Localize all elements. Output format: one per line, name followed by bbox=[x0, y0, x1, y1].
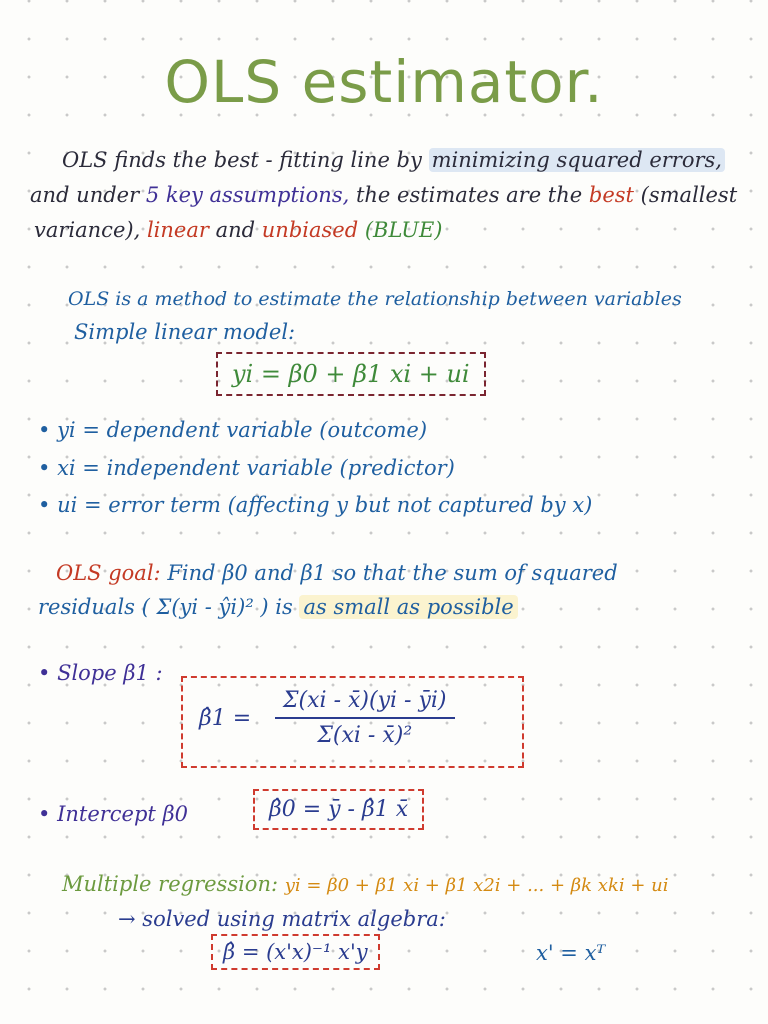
definition-text: ui = error term (affecting y but not captured by x) bbox=[57, 493, 593, 517]
definition-y bbox=[38, 418, 427, 442]
slope-label-text: Slope β1 : bbox=[57, 661, 163, 685]
unbiased-word: unbiased bbox=[261, 218, 359, 242]
intro-text: OLS finds the best - fitting line by bbox=[62, 148, 422, 172]
bullet-dot: • bbox=[38, 661, 58, 685]
intercept-formula-box: β̂0 = ȳ - β̂1 x̄ bbox=[253, 789, 424, 830]
definition-u bbox=[38, 493, 592, 517]
intro-text: and under bbox=[30, 183, 140, 207]
intro-text: the estimates are the bbox=[355, 183, 583, 207]
intercept-label-text: Intercept β0 bbox=[57, 802, 189, 826]
goal-label: OLS goal: bbox=[56, 561, 161, 585]
best-word: best bbox=[588, 183, 634, 207]
goal-line-2 bbox=[38, 595, 518, 619]
method-line-2: Simple linear model: bbox=[74, 320, 296, 344]
linear-word: linear bbox=[146, 218, 209, 242]
multiple-line-2 bbox=[118, 907, 446, 931]
slope-denominator: Σ(xi - x̄)² bbox=[317, 723, 413, 748]
intro-line-3 bbox=[34, 218, 443, 242]
simple-model-formula: yi = β0 + β1 xi + ui bbox=[216, 352, 486, 396]
method-line-1: OLS is a method to estimate the relationship between variables bbox=[68, 288, 682, 310]
bullet-dot: • bbox=[38, 456, 58, 480]
highlight-small: as small as possible bbox=[299, 595, 517, 619]
goal-text: residuals ( Σ(yi - ŷi)² ) is bbox=[38, 595, 293, 619]
multiple-label: Multiple regression: bbox=[62, 872, 279, 896]
blue-acronym: (BLUE) bbox=[364, 218, 443, 242]
intro-line-2 bbox=[30, 183, 737, 207]
definition-x bbox=[38, 456, 455, 480]
solved-text: solved using matrix algebra: bbox=[142, 907, 446, 931]
highlight-minimizing: minimizing squared errors, bbox=[429, 148, 725, 172]
definition-text: xi = independent variable (predictor) bbox=[57, 456, 455, 480]
intro-text: variance), bbox=[34, 218, 141, 242]
goal-text: Find β0 and β1 so that the sum of squared bbox=[167, 561, 618, 585]
slope-fraction bbox=[275, 688, 455, 748]
matrix-formula-box: β̂ = (x'x)⁻¹ x'y bbox=[211, 934, 380, 970]
goal-line-1 bbox=[56, 561, 618, 585]
slope-label bbox=[38, 661, 163, 685]
bullet-dot: • bbox=[38, 802, 58, 826]
bullet-dot: • bbox=[38, 493, 58, 517]
slope-numerator: Σ(xi - x̄)(yi - ȳi) bbox=[275, 688, 455, 719]
arrow-right-icon: → bbox=[118, 907, 136, 931]
slope-lhs: β̂1 = bbox=[199, 706, 252, 731]
definition-text: yi = dependent variable (outcome) bbox=[57, 418, 428, 442]
intro-line-1 bbox=[62, 148, 725, 172]
transpose-note: x' = xᵀ bbox=[536, 941, 606, 965]
slope-formula-box bbox=[181, 676, 524, 768]
bullet-dot: • bbox=[38, 418, 58, 442]
page-title: OLS estimator. bbox=[164, 48, 604, 116]
key-assumptions: 5 key assumptions, bbox=[145, 183, 350, 207]
multiple-formula: yi = β0 + β1 xi + β1 x2i + ... + βk xki + ui bbox=[284, 875, 669, 896]
intro-text: and bbox=[215, 218, 256, 242]
intercept-label bbox=[38, 802, 188, 826]
multiple-line-1 bbox=[62, 872, 668, 896]
intro-text: (smallest bbox=[640, 183, 738, 207]
